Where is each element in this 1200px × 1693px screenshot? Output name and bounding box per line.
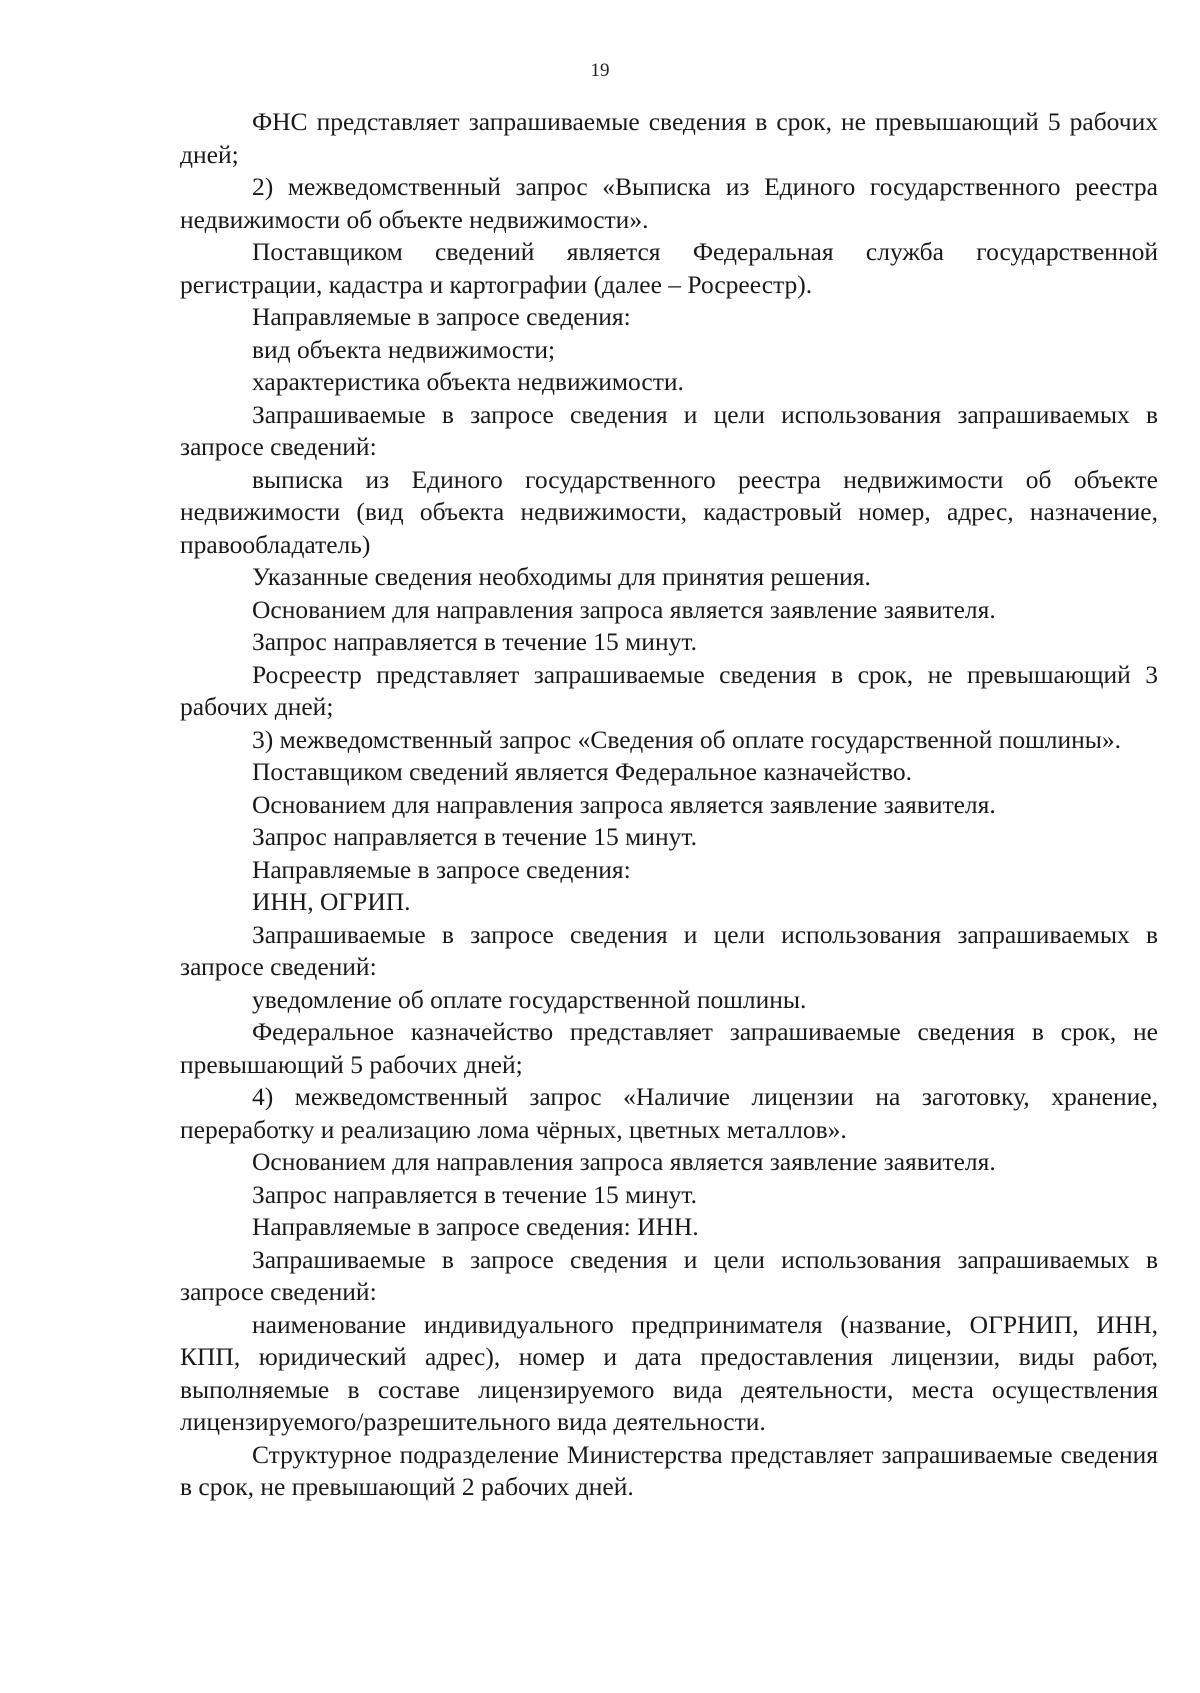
paragraph: ИНН, ОГРИП. [252, 887, 411, 916]
paragraph: характеристика объекта недвижимости. [252, 367, 684, 396]
paragraph: Запрос направляется в течение 15 минут. [252, 627, 697, 656]
paragraph: 3) межведомственный запрос «Сведения об оплате государственной пошлины». [252, 724, 1122, 754]
paragraph: Направляемые в запросе сведения: [252, 302, 631, 331]
paragraph: наименование индивидуального предпринимателя (название, ОГРНИП, ИНН, КПП, юридический адрес), номер и дата предоставления лицензии, виды работ, выполняемые в составе лицензируемого вида деятельности, места осуществления лицензируемого/разрешительного вида деятельности. [180, 1309, 1158, 1436]
paragraph: Направляемые в запросе сведения: ИНН. [252, 1212, 699, 1241]
paragraph: Запрос направляется в течение 15 минут. [252, 822, 697, 851]
paragraph: вид объекта недвижимости; [252, 334, 556, 364]
paragraph: Поставщиком сведений является Федеральная служба государственной регистрации, кадастра и картографии (далее – Росреестр). [180, 237, 1158, 299]
paragraph: Запрашиваемые в запросе сведения и цели использования запрашиваемых в запросе сведений: [180, 919, 1158, 981]
paragraph: Федеральное казначейство представляет запрашиваемые сведения в срок, не превышающий 5 рабочих дней; [180, 1017, 1158, 1079]
paragraph: ФНС представляет запрашиваемые сведения в срок, не превышающий 5 рабочих дней; [180, 107, 1158, 169]
paragraph: Направляемые в запросе сведения: [252, 854, 631, 884]
paragraph: 4) межведомственный запрос «Наличие лицензии на заготовку, хранение, переработку и реализацию лома чёрных, цветных металлов». [180, 1082, 1158, 1144]
document-body [180, 106, 1158, 1504]
paragraph: Запрашиваемые в запросе сведения и цели использования запрашиваемых в запросе сведений: [180, 1244, 1158, 1306]
paragraph: Указанные сведения необходимы для принятия решения. [252, 562, 871, 591]
paragraph: Основанием для направления запроса является заявление заявителя. [252, 789, 996, 819]
page-number: 19 [590, 60, 610, 81]
paragraph: Росреестр представляет запрашиваемые сведения в срок, не превышающий 3 рабочих дней; [180, 659, 1158, 721]
paragraph: Структурное подразделение Министерства представляет запрашиваемые сведения в срок, не превышающий 2 рабочих дней. [180, 1439, 1158, 1501]
paragraph: Основанием для направления запроса является заявление заявителя. [252, 1147, 996, 1176]
paragraph: уведомление об оплате государственной пошлины. [252, 984, 807, 1014]
paragraph: Поставщиком сведений является Федеральное казначейство. [252, 757, 913, 786]
paragraph: Запрашиваемые в запросе сведения и цели использования запрашиваемых в запросе сведений: [180, 399, 1158, 461]
paragraph: Основанием для направления запроса является заявление заявителя. [252, 594, 996, 624]
paragraph: Запрос направляется в течение 15 минут. [252, 1179, 697, 1209]
paragraph: выписка из Единого государственного реестра недвижимости об объекте недвижимости (вид объекта недвижимости, кадастровый номер, адрес, назначение, правообладатель) [180, 464, 1158, 559]
paragraph: 2) межведомственный запрос «Выписка из Единого государственного реестра недвижимости об объекте недвижимости». [180, 172, 1158, 234]
